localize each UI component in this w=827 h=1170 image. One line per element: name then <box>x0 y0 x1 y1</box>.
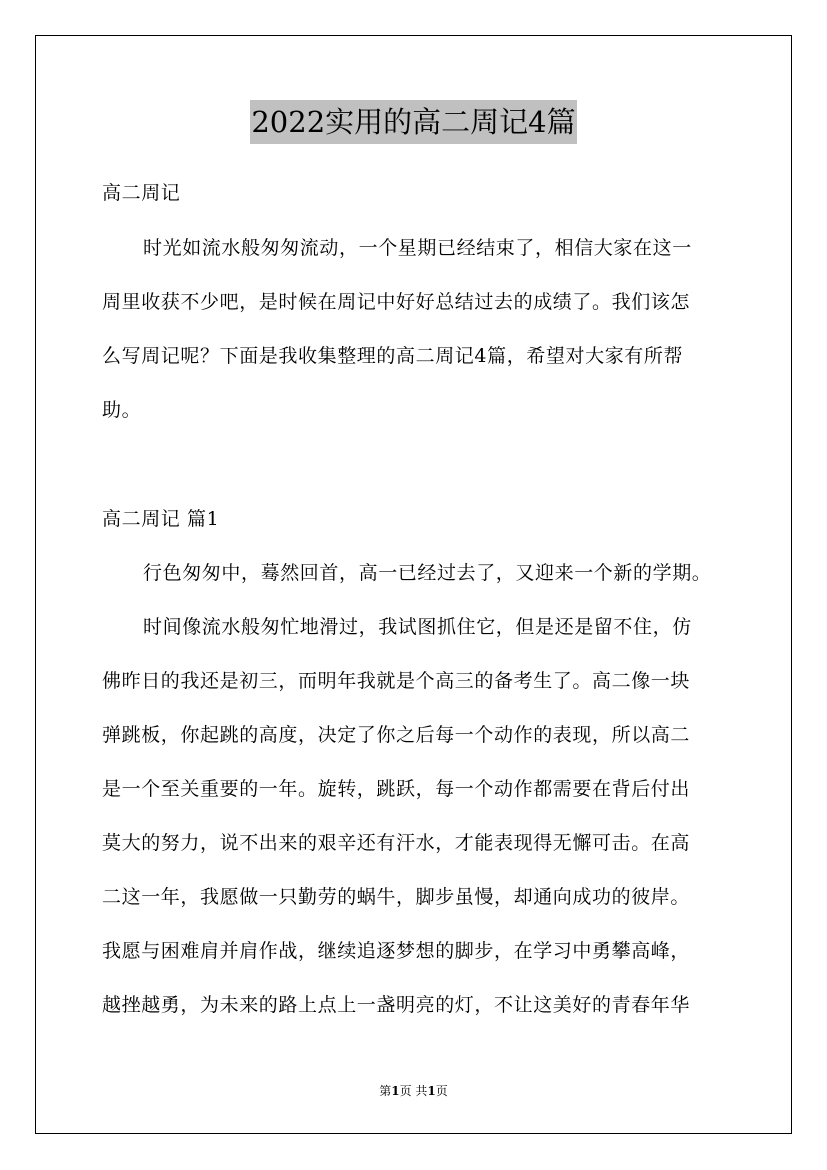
page-prefix: 第 <box>379 1084 392 1098</box>
section-line-1: 行色匆匆中，蓦然回首，高一已经过去了，又迎来一个新的学期。 <box>143 562 712 584</box>
section-line-5: 是一个至关重要的一年。旋转，跳跃，每一个动作都需要在背后付出 <box>102 778 691 800</box>
section-line-2: 时间像流水般匆忙地滑过，我试图抓住它，但是还是留不住，仿 <box>143 616 692 638</box>
intro-line-1: 时光如流水般匆匆流动，一个星期已经结束了，相信大家在这一 <box>143 237 692 259</box>
document-title-container <box>0 100 827 144</box>
intro-heading: 高二周记 <box>102 182 181 204</box>
page-suffix: 页 <box>435 1084 448 1098</box>
page-current: 1 <box>391 1084 400 1098</box>
section-line-7: 二这一年，我愿做一只勤劳的蜗牛，脚步虽慢，却通向成功的彼岸。 <box>102 886 691 908</box>
document-title: 2022实用的高二周记4篇 <box>250 100 576 144</box>
section-line-9: 越挫越勇，为未来的路上点上一盏明亮的灯，不让这美好的青春年华 <box>102 994 691 1016</box>
intro-line-2: 周里收获不少吧，是时候在周记中好好总结过去的成绩了。我们该怎 <box>102 291 691 313</box>
section-line-6: 莫大的努力，说不出来的艰辛还有汗水，才能表现得无懈可击。在高 <box>102 832 691 854</box>
intro-line-4: 助。 <box>102 399 142 421</box>
section-line-8: 我愿与困难肩并肩作战，继续追逐梦想的脚步，在学习中勇攀高峰， <box>102 940 691 962</box>
page-mid: 页 共 <box>399 1084 428 1098</box>
section-heading: 高二周记 篇1 <box>102 508 220 530</box>
section-line-3: 佛昨日的我还是初三，而明年我就是个高三的备考生了。高二像一块 <box>102 670 691 692</box>
section-line-4: 弹跳板，你起跳的高度，决定了你之后每一个动作的表现，所以高二 <box>102 724 691 746</box>
page-footer <box>0 1083 827 1099</box>
intro-line-3: 么写周记呢？下面是我收集整理的高二周记4篇，希望对大家有所帮 <box>102 345 684 367</box>
page-total: 1 <box>427 1084 436 1098</box>
